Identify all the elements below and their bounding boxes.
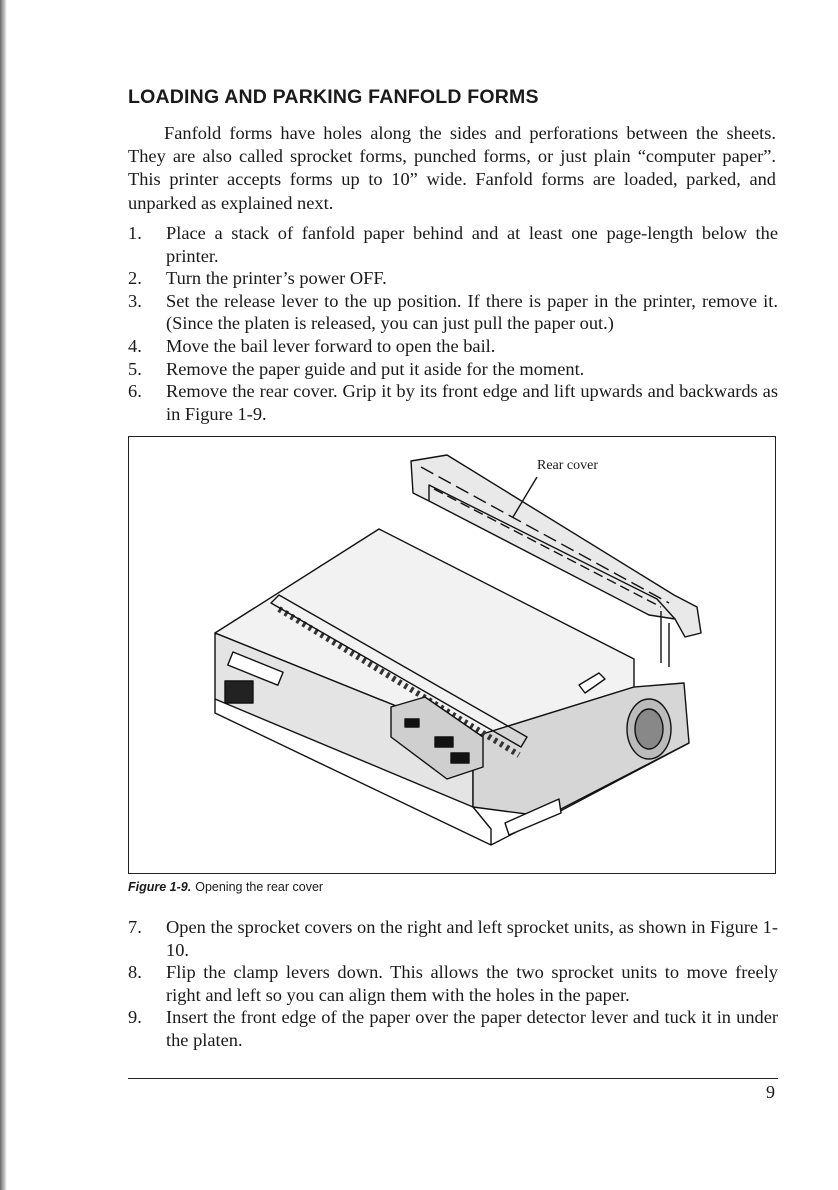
step-text: Remove the rear cover. Grip it by its front edge and lift upwards and backwards as in Figure 1-9.: [166, 381, 778, 424]
step-number: 1.: [128, 223, 142, 243]
figure-caption-text: Opening the rear cover: [195, 880, 324, 894]
steps-list-2: [128, 916, 778, 1052]
step-text: Insert the front edge of the paper over the paper detector lever and tuck it in under the platen.: [166, 1007, 778, 1050]
steps-list-1: [128, 222, 778, 425]
step-number: 5.: [128, 358, 142, 379]
section-heading: LOADING AND PARKING FANFOLD FORMS: [128, 86, 539, 108]
scan-edge: [0, 0, 7, 1190]
figure-1-9: [128, 436, 776, 874]
step-number: 7.: [128, 917, 142, 937]
step-text: Remove the paper guide and put it aside for the moment.: [166, 358, 585, 379]
footer-rule: [128, 1078, 778, 1079]
step-number: 3.: [128, 290, 142, 311]
step-item: [128, 1006, 778, 1051]
rear-cover-callout: Rear cover: [537, 458, 599, 473]
step-number: 2.: [128, 268, 142, 289]
step-number: 8.: [128, 962, 142, 983]
step-text: Turn the printer’s power OFF.: [166, 268, 387, 289]
step-text: Set the release lever to the up position. If there is paper in the printer, remove it. (Since the platen is released, you can just pull the paper out.): [166, 290, 778, 334]
step-text: Place a stack of fanfold paper behind and at least one page-length below the printer.: [166, 223, 778, 266]
step-item: [128, 267, 778, 290]
step-text: Move the bail lever forward to open the bail.: [166, 335, 496, 356]
step-item: [128, 380, 778, 425]
step-item: [128, 335, 778, 358]
page-number: 9: [766, 1082, 775, 1102]
step-number: 6.: [128, 381, 142, 402]
step-item: [128, 290, 778, 335]
printer-illustration: [129, 437, 777, 875]
step-item: [128, 916, 778, 961]
figure-caption: [128, 880, 323, 894]
step-number: 4.: [128, 335, 142, 356]
step-number: 9.: [128, 1007, 142, 1028]
step-item: [128, 358, 778, 381]
intro-paragraph: Fanfold forms have holes along the sides and perforations between the sheets. They are also called sprocket forms, punched forms, or just plain “computer paper”. This printer accepts forms up to 10” wide. Fanfold forms are loaded, parked, and unparked as explained next.: [128, 123, 776, 213]
figure-caption-label: Figure 1-9.: [128, 880, 192, 894]
power-switch: [225, 681, 253, 703]
step-item: [128, 961, 778, 1006]
step-text: Flip the clamp levers down. This allows the two sprocket units to move freely right and left so you can align them with the holes in the paper.: [166, 962, 778, 1005]
step-text: Open the sprocket covers on the right and left sprocket units, as shown in Figure 1-10.: [166, 917, 778, 960]
step-item: [128, 222, 778, 267]
